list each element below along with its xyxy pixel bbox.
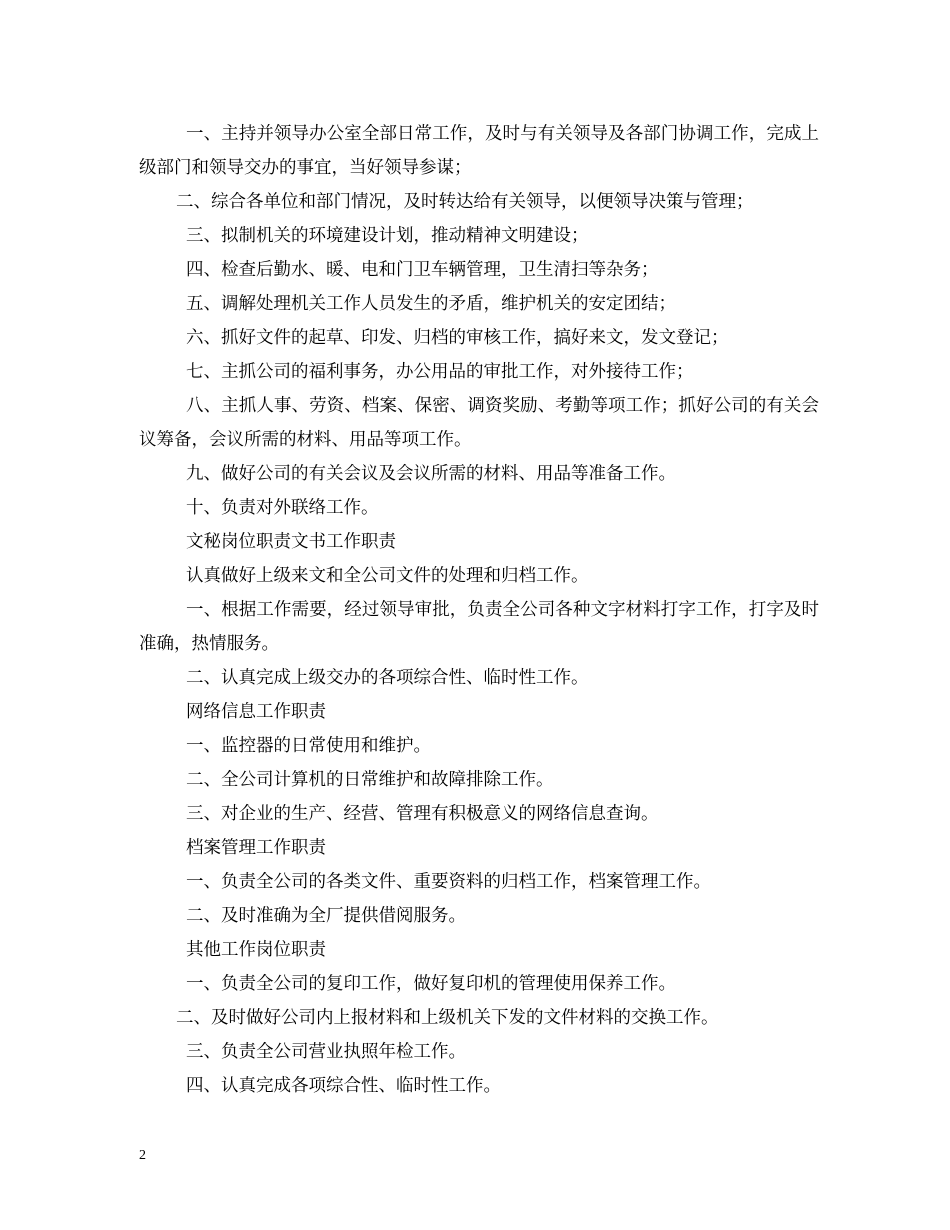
- paragraph: 九、做好公司的有关会议及会议所需的材料、用品等准备工作。: [186, 464, 676, 484]
- paragraph: 八、主抓人事、劳资、档案、保密、调资奖励、考勤等项工作；抓好公司的有关会议筹备，会议所需的材料、用品等项工作。: [139, 396, 819, 450]
- paragraph: 五、调解处理机关工作人员发生的矛盾，维护机关的安定团结；: [186, 294, 676, 314]
- section-heading: 网络信息工作职责: [186, 702, 326, 722]
- paragraph: 一、负责全公司的各类文件、重要资料的归档工作，档案管理工作。: [186, 872, 711, 892]
- section-heading: 档案管理工作职责: [186, 838, 326, 858]
- section-heading: 文秘岗位职责文书工作职责: [186, 532, 396, 552]
- paragraph: 二、综合各单位和部门情况，及时转达给有关领导，以便领导决策与管理；: [176, 192, 754, 212]
- paragraph: 四、认真完成各项综合性、临时性工作。: [186, 1076, 501, 1096]
- paragraph: 四、检查后勤水、暖、电和门卫车辆管理，卫生清扫等杂务；: [186, 260, 659, 280]
- paragraph: 一、负责全公司的复印工作，做好复印机的管理使用保养工作。: [186, 974, 676, 994]
- paragraph: 三、负责全公司营业执照年检工作。: [186, 1042, 466, 1062]
- paragraph: 二、全公司计算机的日常维护和故障排除工作。: [186, 770, 554, 790]
- paragraph: 七、主抓公司的福利事务，办公用品的审批工作，对外接待工作；: [186, 362, 694, 382]
- paragraph: 十、负责对外联络工作。: [186, 498, 379, 518]
- paragraph: 三、拟制机关的环境建设计划，推动精神文明建设；: [186, 226, 589, 246]
- paragraph: 一、监控器的日常使用和维护。: [186, 736, 431, 756]
- document-body: [139, 117, 819, 1103]
- paragraph: 二、及时准确为全厂提供借阅服务。: [186, 906, 466, 926]
- paragraph: 二、认真完成上级交办的各项综合性、临时性工作。: [186, 668, 589, 688]
- page-number: 2: [139, 1148, 146, 1163]
- paragraph: 六、抓好文件的起草、印发、归档的审核工作，搞好来文，发文登记；: [186, 328, 729, 348]
- paragraph: 三、对企业的生产、经营、管理有积极意义的网络信息查询。: [186, 804, 659, 824]
- paragraph: 二、及时做好公司内上报材料和上级机关下发的文件材料的交换工作。: [176, 1008, 719, 1028]
- paragraph: 认真做好上级来文和全公司文件的处理和归档工作。: [186, 566, 589, 586]
- section-heading: 其他工作岗位职责: [186, 940, 326, 960]
- paragraph: 一、主持并领导办公室全部日常工作，及时与有关领导及各部门协调工作，完成上级部门和领导交办的事宜，当好领导参谋；: [139, 124, 819, 178]
- paragraph: 一、根据工作需要，经过领导审批，负责全公司各种文字材料打字工作，打字及时准确，热情服务。: [139, 600, 819, 654]
